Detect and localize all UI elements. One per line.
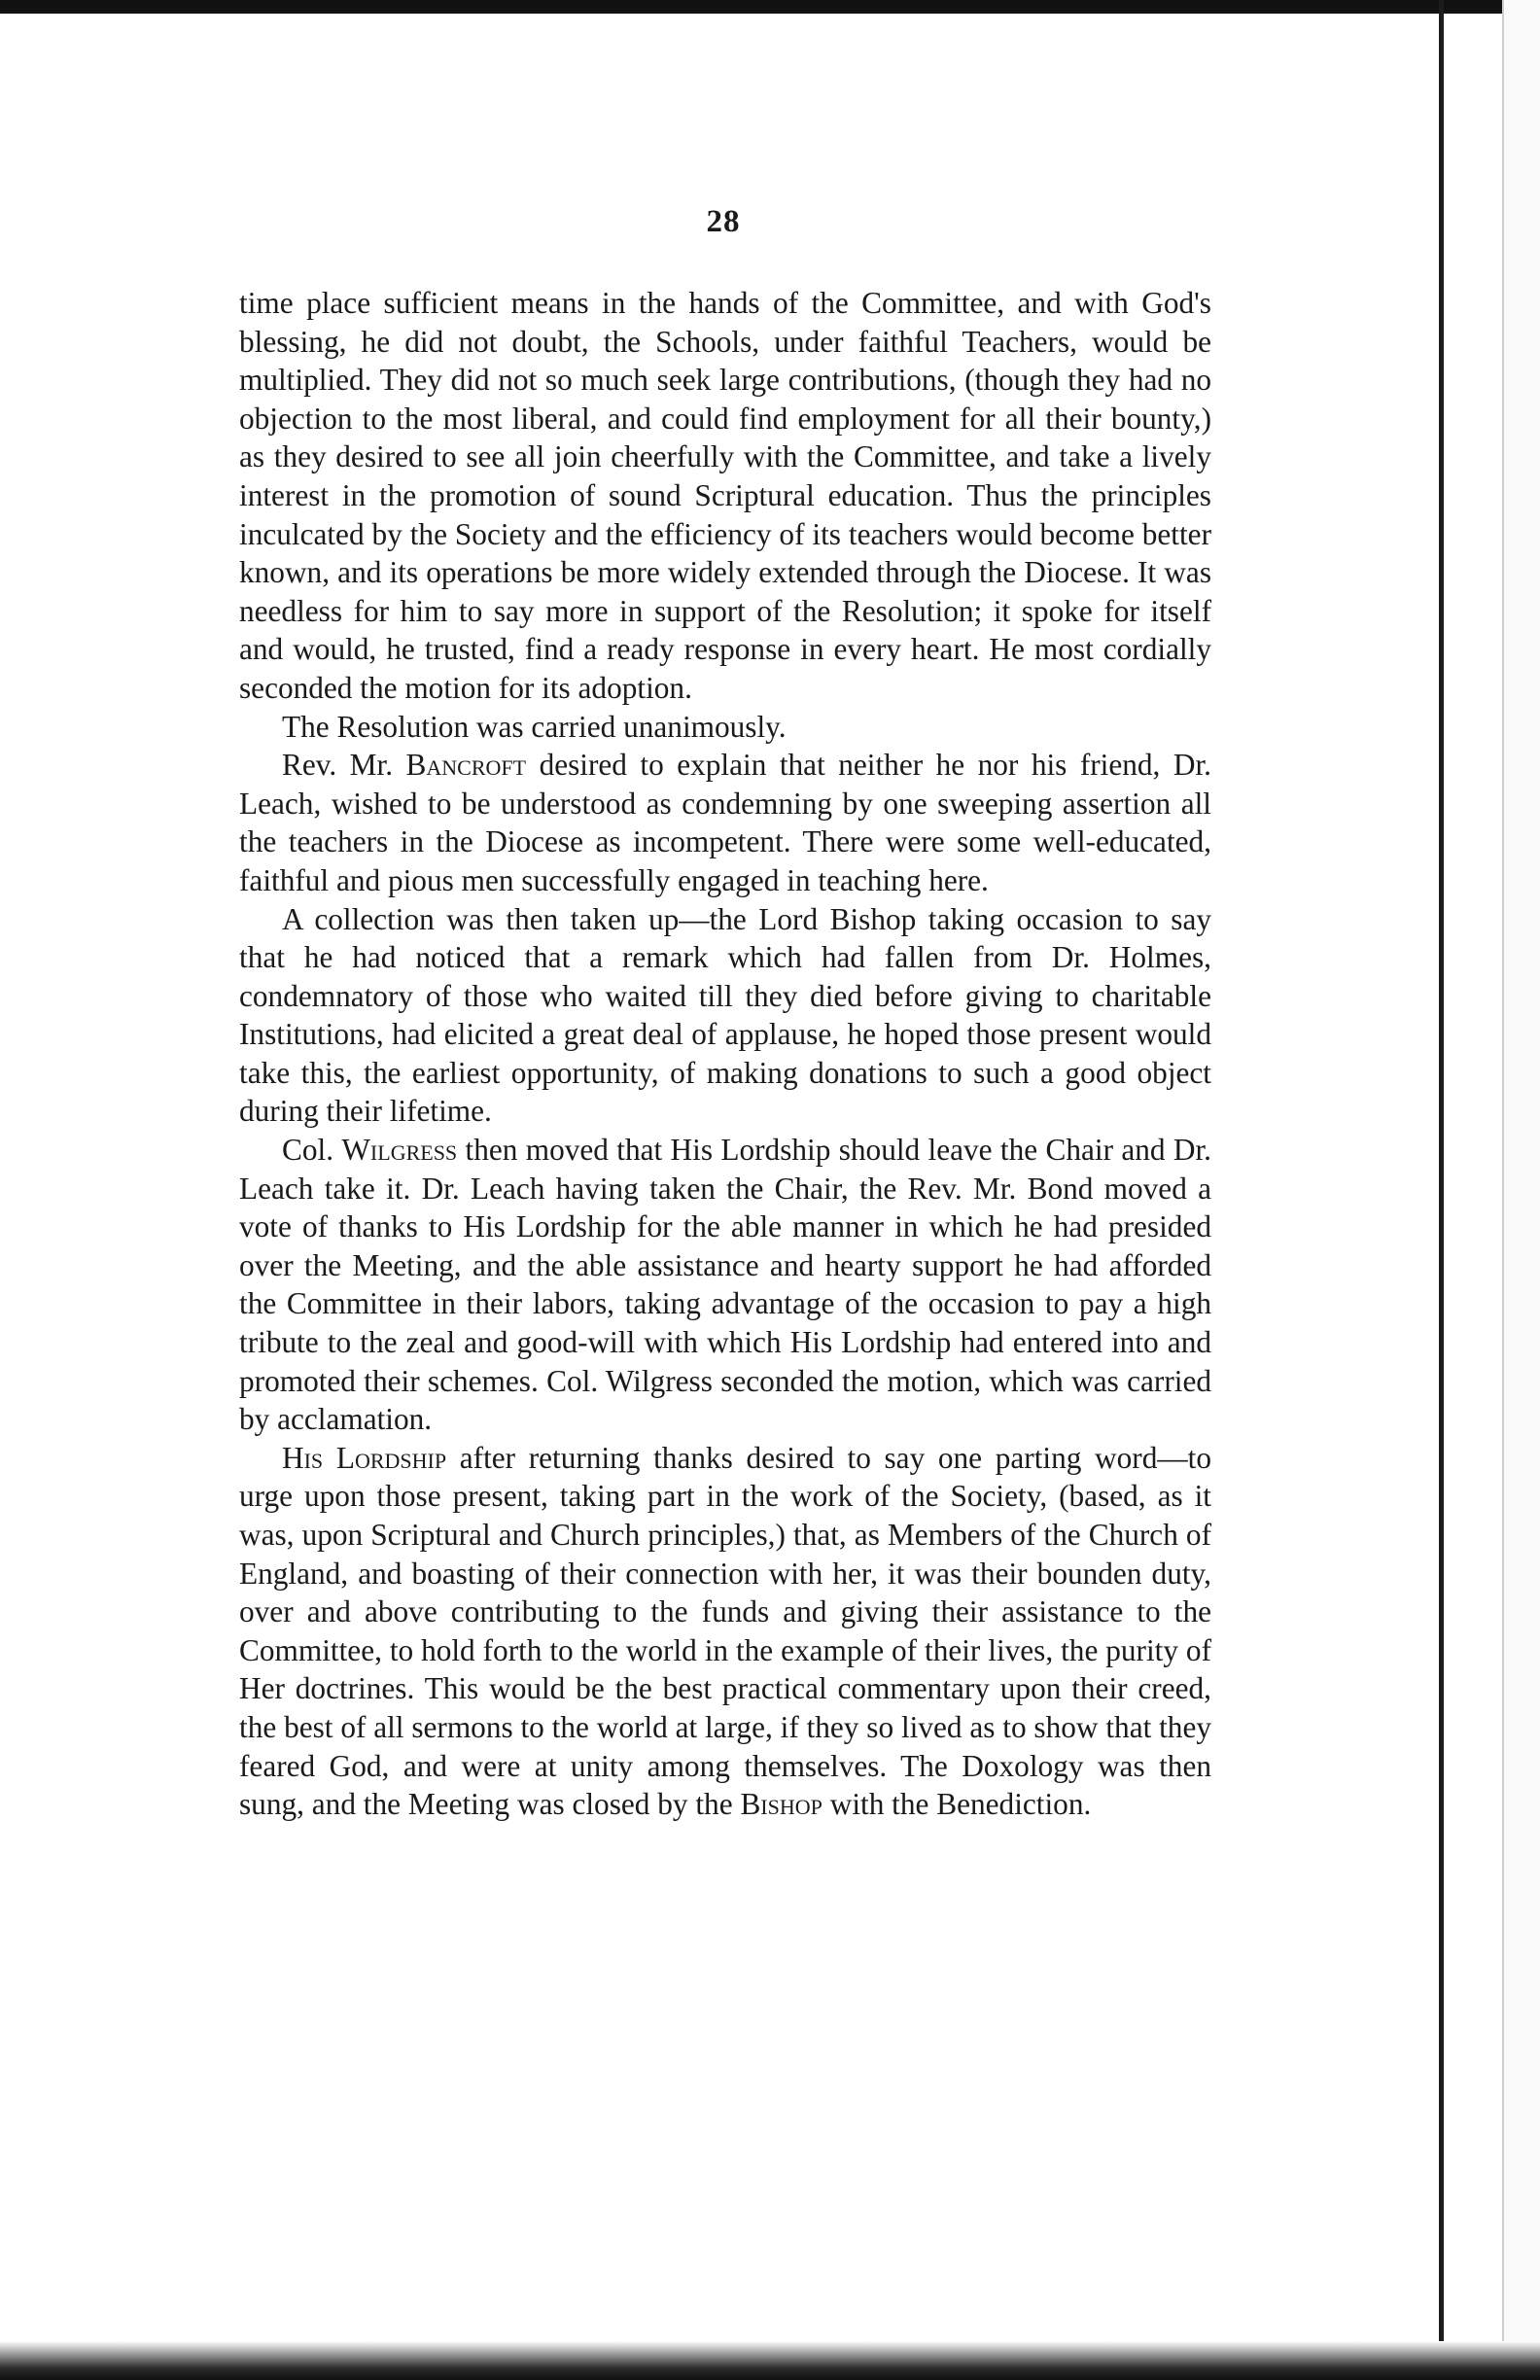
paragraph-3 bbox=[239, 746, 1211, 899]
scan-margin-line bbox=[1439, 0, 1444, 2380]
paragraph-5-lead: Col. bbox=[282, 1133, 334, 1168]
speaker-name-bancroft: Bancroft bbox=[405, 748, 527, 783]
paragraph-4: A collection was then taken up—the Lord Bishop taking occasion to say that he had noticed that a remark which had fallen from Dr. Holmes, condemnatory of those who waited till they died before giving to charitable Institutions, had elicited a great deal of applause, he hoped those present would take this, the earliest opportunity, of making donations to such a good object during their lifetime. bbox=[239, 901, 1211, 1129]
paragraph-5 bbox=[239, 1131, 1211, 1439]
paragraph-2: The Resolution was carried unanimously. bbox=[282, 709, 787, 744]
scan-page-edge bbox=[1502, 0, 1540, 2380]
paragraph-1: time place sufficient means in the hands of the Committee, and with God's blessing, he did not doubt, the Schools, under faithful Teachers, would be multiplied. They did not so much seek large contributions, (though they had no objection to the most liberal, and could find employment for all their bounty,) as they desired to see all join cheerfully with the Committee, and take a lively interest in the promotion of sound Scriptural education. Thus the principles inculcated by the Society and the efficiency of its teachers would become better known, and its operations be more widely extended through the Diocese. It was needless for him to say more in support of the Resolution; it spoke for itself and would, he trusted, find a ready response in every heart. He most cordially seconded the motion for its adoption. bbox=[239, 286, 1211, 705]
scan-bottom-border bbox=[0, 2341, 1540, 2380]
paragraph-6-tail: with the Benediction. bbox=[829, 1787, 1092, 1822]
speaker-name-bishop: Bishop bbox=[740, 1787, 822, 1822]
page-number: 28 bbox=[706, 204, 741, 239]
paragraph-3-lead: Rev. Mr. bbox=[282, 748, 394, 783]
paragraph-6-text: after returning thanks desired to say one parting word—to urge upon those present, taking part in the work of the Society, (based, as it was, upon Scriptural and Church principles,) that, as Members of the Church of England, and boasting of their connection with her, it was their bounden duty, over and above contributing to the funds and giving their assistance to the Committee, to hold forth to the world in the example of their lives, the purity of Her doctrines. This would be the best practical commentary upon their creed, the best of all sermons to the world at large, if they so lived as to show that they feared God, and were at unity among themselves. The Doxology was then sung, and the Meeting was closed by the bbox=[239, 1440, 1211, 1822]
paragraph-3-text: desired to explain that neither he nor his friend, Dr. Leach, wished to be understood as condemning by one sweeping assertion all the teachers in the Diocese as incompetent. There were some well-educated, faithful and pious men successfully engaged in teaching here. bbox=[239, 748, 1211, 897]
paragraph-6 bbox=[239, 1439, 1211, 1824]
body-text bbox=[239, 284, 1211, 1824]
speaker-name-his-lordship: His Lordship bbox=[282, 1440, 447, 1475]
scan-top-border bbox=[0, 0, 1540, 14]
paragraph-5-text: then moved that His Lordship should leave the Chair and Dr. Leach take it. Dr. Leach having taken the Chair, the Rev. Mr. Bond moved a vote of thanks to His Lordship for the able manner in which he had presided over the Meeting, and the able assistance and hearty support he had afforded the Committee in their labors, taking advantage of the occasion to pay a high tribute to the zeal and good-will with which His Lordship had entered into and promoted their schemes. Col. Wilgress seconded the motion, which was carried by acclamation. bbox=[239, 1133, 1211, 1437]
speaker-name-wilgress: Wilgress bbox=[341, 1133, 458, 1168]
